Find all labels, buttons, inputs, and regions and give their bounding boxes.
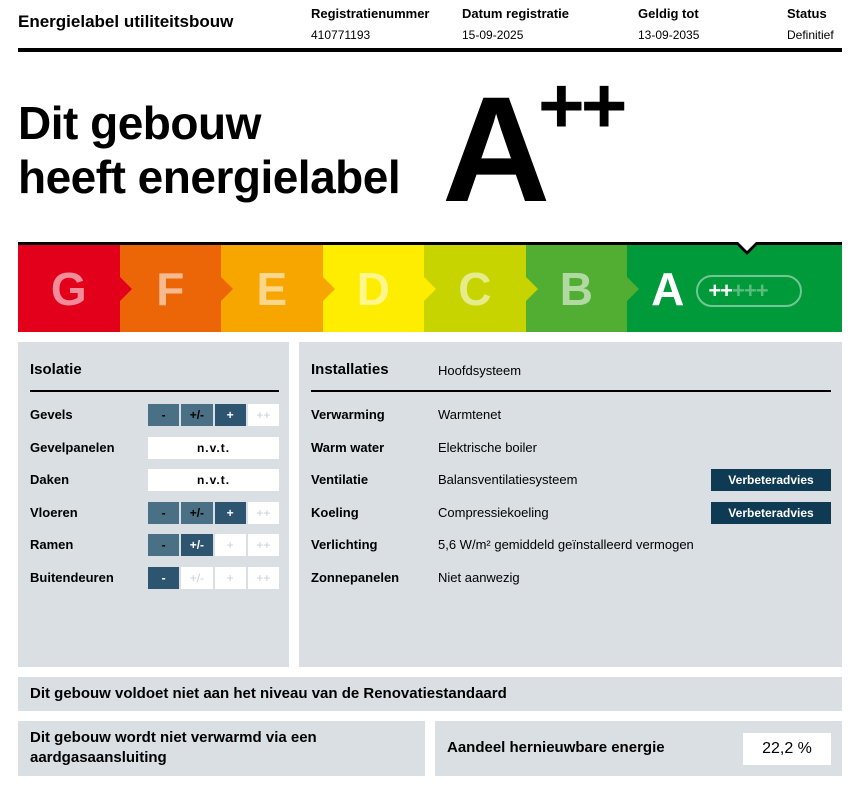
rating-cell-active: - — [148, 567, 179, 589]
plus-rating-remaining: +++ — [732, 277, 768, 303]
plus-rating-pill — [696, 275, 802, 307]
rating-cell: +/- — [181, 404, 212, 426]
installatie-row-value: Compressiekoeling — [438, 504, 549, 520]
rating-cell: - — [148, 502, 179, 524]
valid-until: Geldig tot 13-09-2035 — [638, 6, 700, 42]
rating-not-applicable: n.v.t. — [148, 437, 279, 459]
rating-cell: + — [215, 534, 246, 556]
installatie-row-label: Zonnepanelen — [311, 569, 400, 585]
verbeteradvies-button[interactable]: Verbeteradvies — [711, 502, 831, 524]
scale-arrow-icon — [627, 277, 639, 301]
scale-letter: A — [651, 262, 685, 315]
divider — [30, 390, 279, 392]
isolatie-panel — [18, 342, 289, 667]
isolatie-row-label: Daken — [30, 472, 70, 487]
renovation-standard-notice: Dit gebouw voldoet niet aan het niveau van de Renovatiestandaard — [18, 677, 842, 711]
installaties-panel — [299, 342, 842, 667]
rating-cell: ++ — [248, 502, 279, 524]
rating-cell: +/- — [181, 502, 212, 524]
rating-cell-active: + — [215, 404, 246, 426]
current-class-pointer-icon — [735, 243, 759, 255]
gas-connection-notice: Dit gebouw wordt niet verwarmd via een aardgasaansluiting — [18, 721, 425, 776]
renewable-energy-box — [435, 721, 842, 776]
scale-arrow-icon — [120, 277, 132, 301]
energy-scale — [18, 242, 842, 332]
installatie-row-value: 5,6 W/m² gemiddeld geïnstalleerd vermogen — [438, 537, 694, 552]
scale-letter: D — [356, 262, 390, 315]
page-title: Dit gebouw heeft energielabel — [18, 97, 401, 203]
isolatie-row-label: Gevelpanelen — [30, 439, 115, 455]
installatie-row-label: Koeling — [311, 504, 359, 520]
installatie-row-label: Verlichting — [311, 537, 378, 552]
isolatie-row-label: Buitendeuren — [30, 569, 114, 585]
registration-number: Registratienummer 410771193 — [311, 6, 430, 42]
installatie-row-value: Niet aanwezig — [438, 569, 520, 585]
scale-class-e — [221, 245, 323, 332]
scale-class-c — [424, 245, 526, 332]
renewable-energy-value: 22,2 % — [743, 733, 831, 765]
verbeteradvies-button[interactable]: Verbeteradvies — [711, 469, 831, 491]
rating-cell-active: + — [215, 502, 246, 524]
scale-letter: G — [50, 262, 87, 315]
document-title: Energielabel utiliteitsbouw — [18, 12, 234, 31]
scale-class-g — [18, 245, 120, 332]
installatie-row-value: Elektrische boiler — [438, 439, 537, 455]
isolatie-rating — [148, 502, 279, 524]
isolatie-rating — [148, 469, 279, 491]
scale-arrow-icon — [424, 277, 436, 301]
isolatie-rating — [148, 437, 279, 459]
status: Status Definitief — [787, 6, 834, 42]
isolatie-rating — [148, 404, 279, 426]
divider — [311, 390, 831, 392]
scale-class-d — [323, 245, 425, 332]
rating-cell: ++ — [248, 567, 279, 589]
scale-class-b — [526, 245, 628, 332]
plus-rating-achieved: ++ — [708, 277, 733, 303]
energy-label-display: A ++ — [442, 61, 624, 233]
installatie-row-label: Warm water — [311, 439, 385, 455]
isolatie-title: Isolatie — [30, 361, 82, 378]
document-header — [18, 0, 842, 52]
isolatie-rating — [148, 534, 279, 556]
registration-date: Datum registratie 15-09-2025 — [462, 6, 569, 42]
isolatie-rating — [148, 567, 279, 589]
rating-cell: + — [215, 567, 246, 589]
isolatie-row-label: Vloeren — [30, 504, 78, 520]
installatie-row-value: Balansventilatiesysteem — [438, 472, 578, 487]
isolatie-row-label: Gevels — [30, 407, 73, 422]
rating-cell: - — [148, 404, 179, 426]
scale-arrow-icon — [221, 277, 233, 301]
rating-cell: - — [148, 534, 179, 556]
installatie-row-label: Ventilatie — [311, 472, 369, 487]
scale-letter: E — [256, 262, 288, 315]
installatie-row-label: Verwarming — [311, 407, 385, 422]
scale-letter: B — [559, 262, 593, 315]
rating-cell-active: +/- — [181, 534, 212, 556]
scale-arrow-icon — [323, 277, 335, 301]
installaties-subtitle: Hoofdsysteem — [438, 363, 522, 378]
scale-arrow-icon — [526, 277, 538, 301]
renewable-energy-label: Aandeel hernieuwbare energie — [447, 739, 665, 756]
rating-cell: ++ — [248, 404, 279, 426]
isolatie-row-label: Ramen — [30, 537, 74, 552]
scale-class-f — [120, 245, 222, 332]
installaties-title: Installaties — [311, 361, 389, 378]
scale-letter: F — [156, 262, 185, 315]
scale-letter: C — [458, 262, 492, 315]
rating-cell: ++ — [248, 534, 279, 556]
rating-cell: +/- — [181, 567, 212, 589]
rating-not-applicable: n.v.t. — [148, 469, 279, 491]
scale-class-a — [627, 245, 842, 332]
installatie-row-value: Warmtenet — [438, 407, 502, 422]
